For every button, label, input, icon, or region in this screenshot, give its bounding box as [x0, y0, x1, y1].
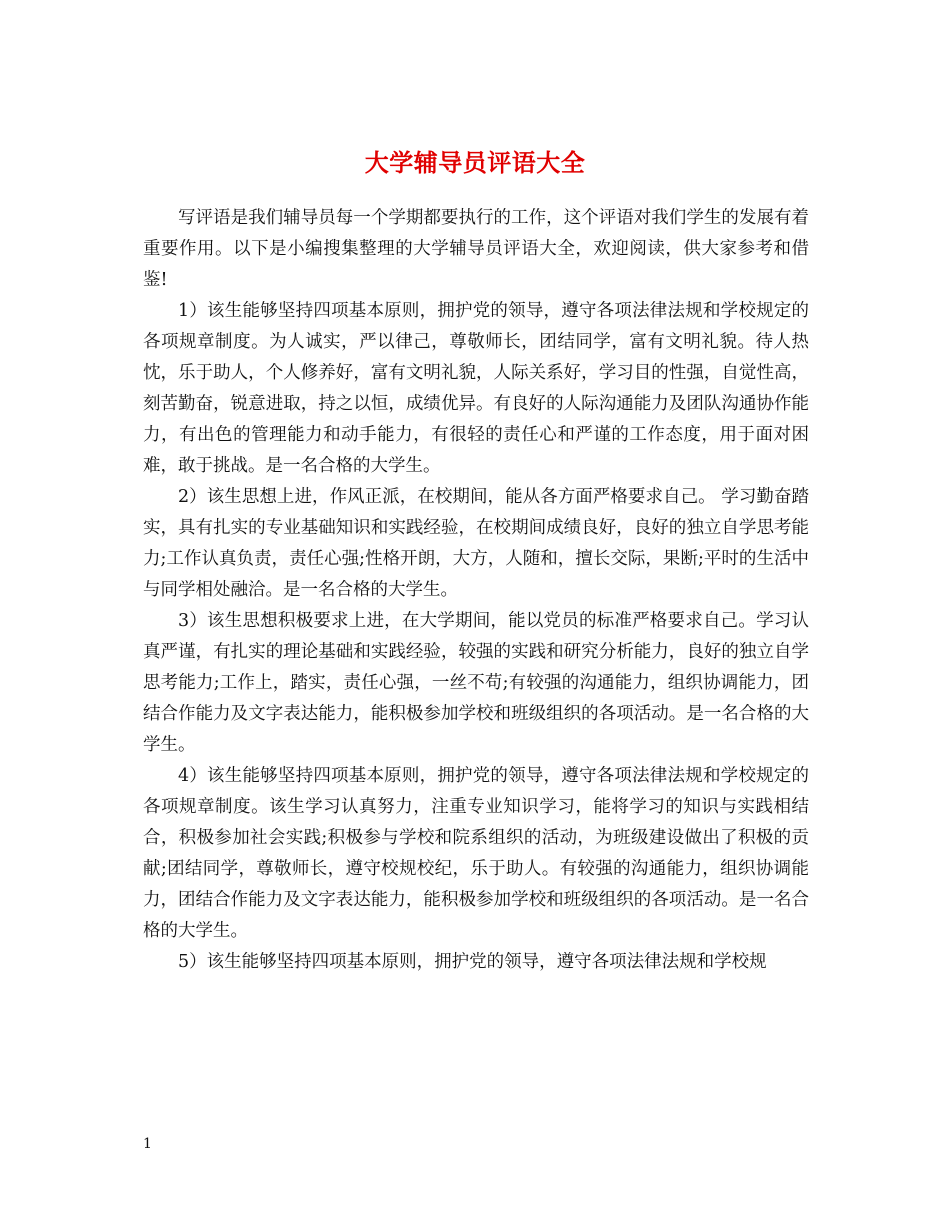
comment-paragraph-5: 5）该生能够坚持四项基本原则，拥护党的领导，遵守各项法律法规和学校规: [178, 952, 767, 972]
document-body: [143, 203, 809, 978]
comment-paragraph-1: 1）该生能够坚持四项基本原则，拥护党的领导，遵守各项法律法规和学校规定的各项规章制度。为人诚实，严以律己，尊敬师长，团结同学，富有文明礼貌。待人热忱，乐于助人，个人修养好，富有文明礼貌，人际关系好，学习目的性强，自觉性高，刻苦勤奋，锐意进取，持之以恒，成绩优异。有良好的人际沟通能力及团队沟通协作能力，有出色的管理能力和动手能力，有很轻的责任心和严谨的工作态度，用于面对困难，敢于挑战。是一名合格的大学生。: [143, 301, 809, 476]
comment-paragraph-3: 3）该生思想积极要求上进，在大学期间，能以党员的标准严格要求自己。学习认真严谨，有扎实的理论基础和实践经验，较强的实践和研究分析能力，良好的独立自学思考能力;工作上，踏实，责任心强，一丝不苟;有较强的沟通能力，组织协调能力，团结合作能力及文字表达能力，能积极参加学校和班级组织的各项活动。是一名合格的大学生。: [143, 611, 809, 755]
comment-paragraph-2: 2）该生思想上进，作风正派，在校期间，能从各方面严格要求自己。 学习勤奋踏实，具有扎实的专业基础知识和实践经验，在校期间成绩良好，良好的独立自学思考能力;工作认真负责，责任心强;性格开朗，大方，人随和，擅长交际，果断;平时的生活中与同学相处融洽。是一名合格的大学生。: [143, 487, 809, 600]
document-title: 大学辅导员评语大全: [364, 149, 586, 178]
page-number: 1: [143, 1136, 152, 1152]
intro-paragraph: 写评语是我们辅导员每一个学期都要执行的工作，这个评语对我们学生的发展有着重要作用。以下是小编搜集整理的大学辅导员评语大全，欢迎阅读，供大家参考和借鉴!: [143, 208, 809, 290]
comment-paragraph-4: 4）该生能够坚持四项基本原则，拥护党的领导，遵守各项法律法规和学校规定的各项规章制度。该生学习认真努力，注重专业知识学习，能将学习的知识与实践相结合，积极参加社会实践;积极参与学校和院系组织的活动，为班级建设做出了积极的贡献;团结同学，尊敬师长，遵守校规校纪，乐于助人。有较强的沟通能力，组织协调能力，团结合作能力及文字表达能力，能积极参加学校和班级组织的各项活动。是一名合格的大学生。: [143, 766, 809, 941]
